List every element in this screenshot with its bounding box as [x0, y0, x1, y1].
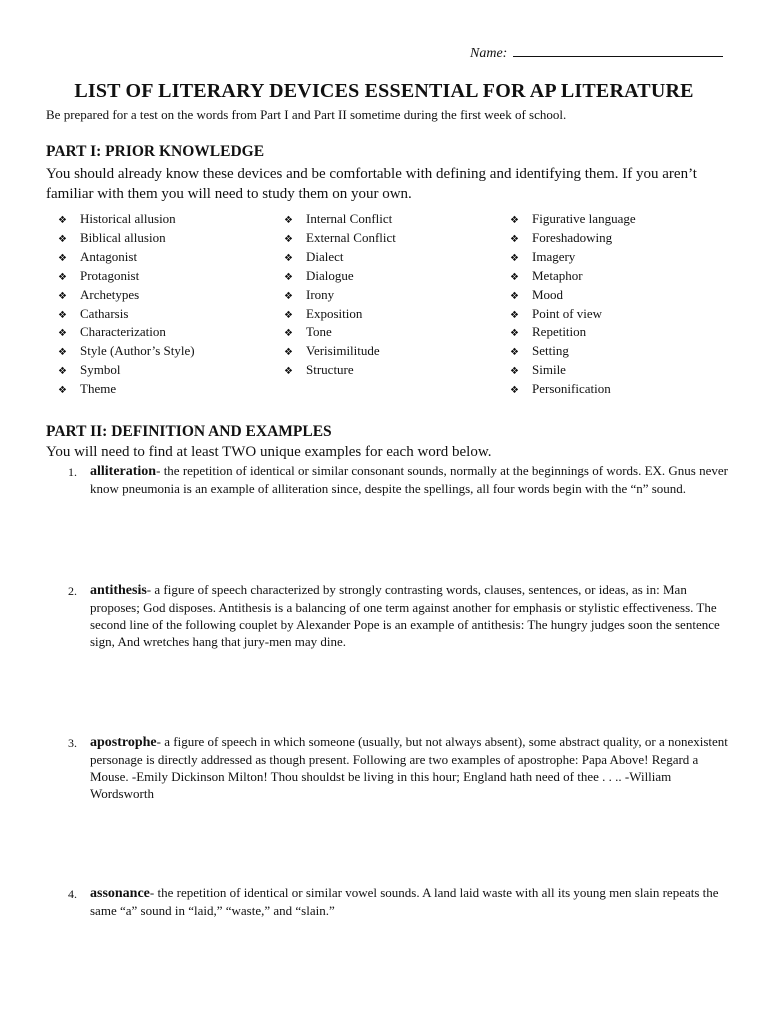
- device-item: ❖ Antagonist: [58, 249, 195, 268]
- device-item: ❖ Structure: [284, 362, 396, 381]
- bullet-icon: ❖: [284, 309, 293, 321]
- intro-text: Be prepared for a test on the words from Part I and Part II sometime during the first week of school.: [46, 107, 567, 122]
- term-definition: - the repetition of identical or similar vowel sounds. A land laid waste with all its young men slain repeats the same “a” sound in “laid,” “waste,” and “slain.”: [90, 885, 719, 918]
- bullet-icon: ❖: [510, 385, 519, 397]
- device-item: ❖ Internal Conflict: [284, 211, 396, 230]
- bullet-icon: ❖: [58, 385, 67, 397]
- bullet-icon: ❖: [58, 290, 67, 302]
- bullet-icon: ❖: [284, 328, 293, 340]
- device-item: ❖ Imagery: [510, 249, 636, 268]
- bullet-icon: ❖: [510, 215, 519, 226]
- item-number: 1.: [68, 465, 77, 479]
- bullet-icon: ❖: [58, 252, 67, 264]
- bullet-icon: ❖: [284, 366, 293, 378]
- bullet-icon: ❖: [510, 347, 519, 359]
- bullet-icon: ❖: [510, 328, 519, 340]
- bullet-icon: ❖: [58, 347, 67, 359]
- item-body: [90, 463, 728, 498]
- device-column-1: [58, 211, 195, 400]
- bullet-icon: ❖: [284, 290, 293, 302]
- bullet-icon: ❖: [284, 271, 293, 283]
- device-item: ❖ Protagonist: [58, 268, 195, 287]
- item-number: 3.: [68, 736, 77, 750]
- name-blank-line[interactable]: [513, 44, 723, 57]
- bullet-icon: ❖: [284, 347, 293, 359]
- device-item: ❖ Verisimilitude: [284, 343, 396, 362]
- device-item: ❖ Metaphor: [510, 268, 636, 287]
- bullet-icon: ❖: [58, 309, 67, 321]
- page-title: LIST OF LITERARY DEVICES ESSENTIAL FOR AP LITERATURE: [74, 80, 694, 102]
- bullet-icon: ❖: [284, 215, 293, 226]
- bullet-icon: ❖: [58, 366, 67, 378]
- bullet-icon: ❖: [58, 271, 67, 283]
- device-item: ❖ Figurative language: [510, 211, 636, 230]
- device-item: ❖ Point of view: [510, 306, 636, 325]
- device-item: ❖ Personification: [510, 381, 636, 400]
- device-item: ❖ Theme: [58, 381, 195, 400]
- device-item: ❖ Simile: [510, 362, 636, 381]
- item-number: 4.: [68, 887, 77, 901]
- bullet-icon: ❖: [510, 252, 519, 264]
- term-name: antithesis: [90, 583, 147, 598]
- device-item: ❖ Repetition: [510, 324, 636, 343]
- device-item: ❖ Setting: [510, 343, 636, 362]
- device-item: ❖ Tone: [284, 324, 396, 343]
- part1-heading: PART I: PRIOR KNOWLEDGE: [46, 143, 265, 160]
- item-body: [90, 885, 728, 920]
- item-body: [90, 582, 728, 651]
- term-item-alliteration: [68, 463, 728, 498]
- name-label: Name:: [470, 46, 508, 61]
- device-item: ❖ External Conflict: [284, 230, 396, 249]
- device-item: ❖ Irony: [284, 287, 396, 306]
- device-item: ❖ Mood: [510, 287, 636, 306]
- term-item-apostrophe: [68, 734, 728, 803]
- device-item: ❖ Historical allusion: [58, 211, 195, 230]
- device-item: ❖ Biblical allusion: [58, 230, 195, 249]
- device-item: ❖ Exposition: [284, 306, 396, 325]
- device-column-3: [510, 211, 636, 400]
- part2-description: You will need to find at least TWO unique examples for each word below.: [46, 444, 492, 460]
- item-number: 2.: [68, 584, 77, 598]
- device-item: ❖ Archetypes: [58, 287, 195, 306]
- part2-heading: PART II: DEFINITION AND EXAMPLES: [46, 423, 332, 440]
- device-item: ❖ Dialogue: [284, 268, 396, 287]
- device-column-2: [284, 211, 396, 381]
- term-item-antithesis: [68, 582, 728, 651]
- bullet-icon: ❖: [58, 233, 67, 245]
- item-body: [90, 734, 728, 803]
- bullet-icon: ❖: [510, 290, 519, 302]
- term-name: apostrophe: [90, 735, 157, 750]
- term-definition: - a figure of speech in which someone (usually, but not always absent), some abstract quality, or a nonexistent personage is directly addressed as though present. Following are two examples of apostrophe: Papa Above! Regard a Mouse. -Emily Dickinson Milton! Thou shouldst be living in this hour; England hath need of thee . . .. -William Wordsworth: [90, 734, 728, 801]
- term-name: assonance: [90, 886, 150, 901]
- bullet-icon: ❖: [510, 366, 519, 378]
- device-item: ❖ Dialect: [284, 249, 396, 268]
- device-item: ❖ Characterization: [58, 324, 195, 343]
- part1-description: You should already know these devices and be comfortable with defining and identifying them. If you aren’t familiar with them you will need to study them on your own.: [46, 166, 697, 202]
- device-item: ❖ Foreshadowing: [510, 230, 636, 249]
- bullet-icon: ❖: [284, 252, 293, 264]
- device-item: ❖ Catharsis: [58, 306, 195, 325]
- device-item: ❖ Style (Author’s Style): [58, 343, 195, 362]
- bullet-icon: ❖: [510, 309, 519, 321]
- term-definition: - the repetition of identical or similar consonant sounds, normally at the beginnings of words. EX. Gnus never know pneumonia is an example of alliteration since, despite the spellings, all four words begin with the “n” sound.: [90, 463, 728, 496]
- device-item: ❖ Symbol: [58, 362, 195, 381]
- term-item-assonance: [68, 885, 728, 920]
- bullet-icon: ❖: [58, 328, 67, 340]
- bullet-icon: ❖: [58, 215, 67, 226]
- bullet-icon: ❖: [510, 233, 519, 245]
- term-name: alliteration: [90, 464, 157, 479]
- bullet-icon: ❖: [510, 271, 519, 283]
- name-field[interactable]: [470, 44, 723, 62]
- term-definition: - a figure of speech characterized by strongly contrasting words, clauses, sentences, or ideas, as in: Man proposes; God disposes. Antithesis is a balancing of one term against another for emphasis or stylistic effectiveness. The second line of the following couplet by Alexander Pope is an example of antithesis: The hungry judges soon the sentence sign, And wretches hang that jury-men may dine.: [90, 582, 720, 649]
- bullet-icon: ❖: [284, 233, 293, 245]
